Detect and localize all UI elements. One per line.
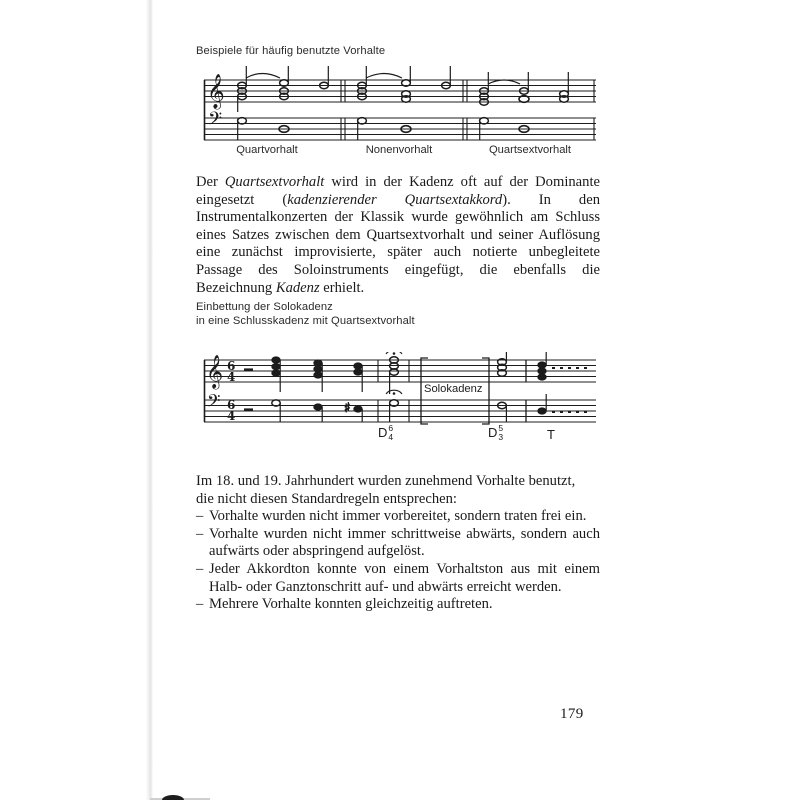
par2-line1: Im 18. und 19. Jahrhundert wurden zunehmend Vorhalte benutzt, — [196, 473, 576, 489]
figure1-label-quartsextvorhalt: Quartsextvorhalt — [488, 144, 572, 156]
svg-text:4: 4 — [227, 409, 236, 423]
bullet-dash-icon: – — [196, 525, 204, 542]
svg-text:6: 6 — [227, 359, 236, 373]
paragraph-quartsextvorhalt — [196, 174, 600, 297]
chord-symbol-tonic — [547, 427, 555, 442]
svg-text:𝄞: 𝄞 — [207, 74, 225, 109]
bullet-dash-icon: – — [196, 560, 204, 577]
bullet-text: Vorhalte wurden nicht immer schrittweise abwärts, sondern auch aufwärts oder abspringend aufgelöst. — [209, 525, 600, 560]
music-notation-figure2 — [200, 352, 600, 426]
bullet-dash-icon: – — [196, 508, 204, 525]
par2-line2: die nicht diesen Standardregeln entsprechen: — [196, 490, 457, 507]
chord-root-d: D — [378, 425, 388, 440]
svg-text:𝄢: 𝄢 — [207, 391, 221, 415]
chord-root-d2: D — [488, 425, 498, 440]
par1-run5: ). In den Instrumentalkonzerten der Klassik wurde gewöhnlich am Schluss eines Satzes zwischen dem Quartsextvorhalt und seiner Auflösung eine zunächst improvisierte, später auch notierte unbegleitete Passage des Soloinstruments eingefügt, die ebenfalls die Bezeichnung — [196, 191, 600, 296]
par1-italic-quartsextvorhalt: Quartsextvorhalt — [224, 174, 325, 190]
figure2-caption-line1: Einbettung der Solokadenz — [196, 301, 333, 313]
list-item — [196, 508, 600, 526]
par1-run1: Der — [196, 174, 225, 190]
figure1-caption: Beispiele für häufig benutzte Vorhalte — [196, 45, 386, 57]
figure2-caption-line2: in eine Schlusskadenz mit Quartsextvorhalt — [196, 315, 415, 327]
list-item — [196, 596, 600, 614]
svg-text:𝄢: 𝄢 — [208, 109, 223, 134]
music-notation-figure1 — [200, 66, 600, 142]
figure1-label-row — [196, 144, 600, 156]
svg-text:𝄞: 𝄞 — [206, 354, 224, 388]
svg-text:♯: ♯ — [344, 401, 351, 416]
list-item — [196, 561, 600, 596]
par1-run3: wird in der Kadenz oft auf der Dominante eingesetzt ( — [196, 174, 600, 208]
page-number: 179 — [560, 706, 584, 722]
par1-italic-kadenzierender: kadenzierender Quartsextakkord — [287, 191, 503, 208]
svg-text:6: 6 — [227, 398, 236, 412]
bullet-text: Vorhalte wurden nicht immer vorbereitet, sondern traten frei ein. — [209, 508, 587, 525]
paragraph-standardregeln — [196, 473, 600, 614]
figure-lower-3: 3 — [498, 431, 504, 442]
figure-lower-4: 4 — [388, 431, 394, 442]
chord-symbol-dominant-five-three — [488, 425, 502, 442]
list-item — [196, 526, 600, 561]
svg-text:4: 4 — [227, 370, 236, 384]
par1-run7: erhielt. — [319, 279, 365, 296]
figure1-label-quartvorhalt: Quartvorhalt — [236, 144, 298, 156]
bullet-text: Mehrere Vorhalte konnten gleichzeitig auftreten. — [209, 596, 493, 613]
bullet-text: Jeder Akkordton konnte von einem Vorhaltston aus mit einem Halb- oder Ganztonschritt auf- und abwärts erreicht werden. — [209, 560, 600, 595]
figure-upper-5: 5 — [498, 423, 504, 434]
solokadenz-inner-label: Solokadenz — [424, 383, 483, 395]
page-content — [196, 0, 600, 800]
chord-root-t: T — [547, 427, 555, 442]
page-edge-line — [151, 0, 152, 800]
figure1-label-nonenvorhalt: Nonenvorhalt — [365, 144, 433, 156]
par1-italic-kadenz: Kadenz — [275, 279, 320, 296]
chord-symbol-dominant-six-four — [378, 425, 392, 442]
scan-artifact-mark — [162, 795, 184, 800]
bullet-dash-icon: – — [196, 596, 204, 613]
figure-upper-6: 6 — [388, 423, 394, 434]
